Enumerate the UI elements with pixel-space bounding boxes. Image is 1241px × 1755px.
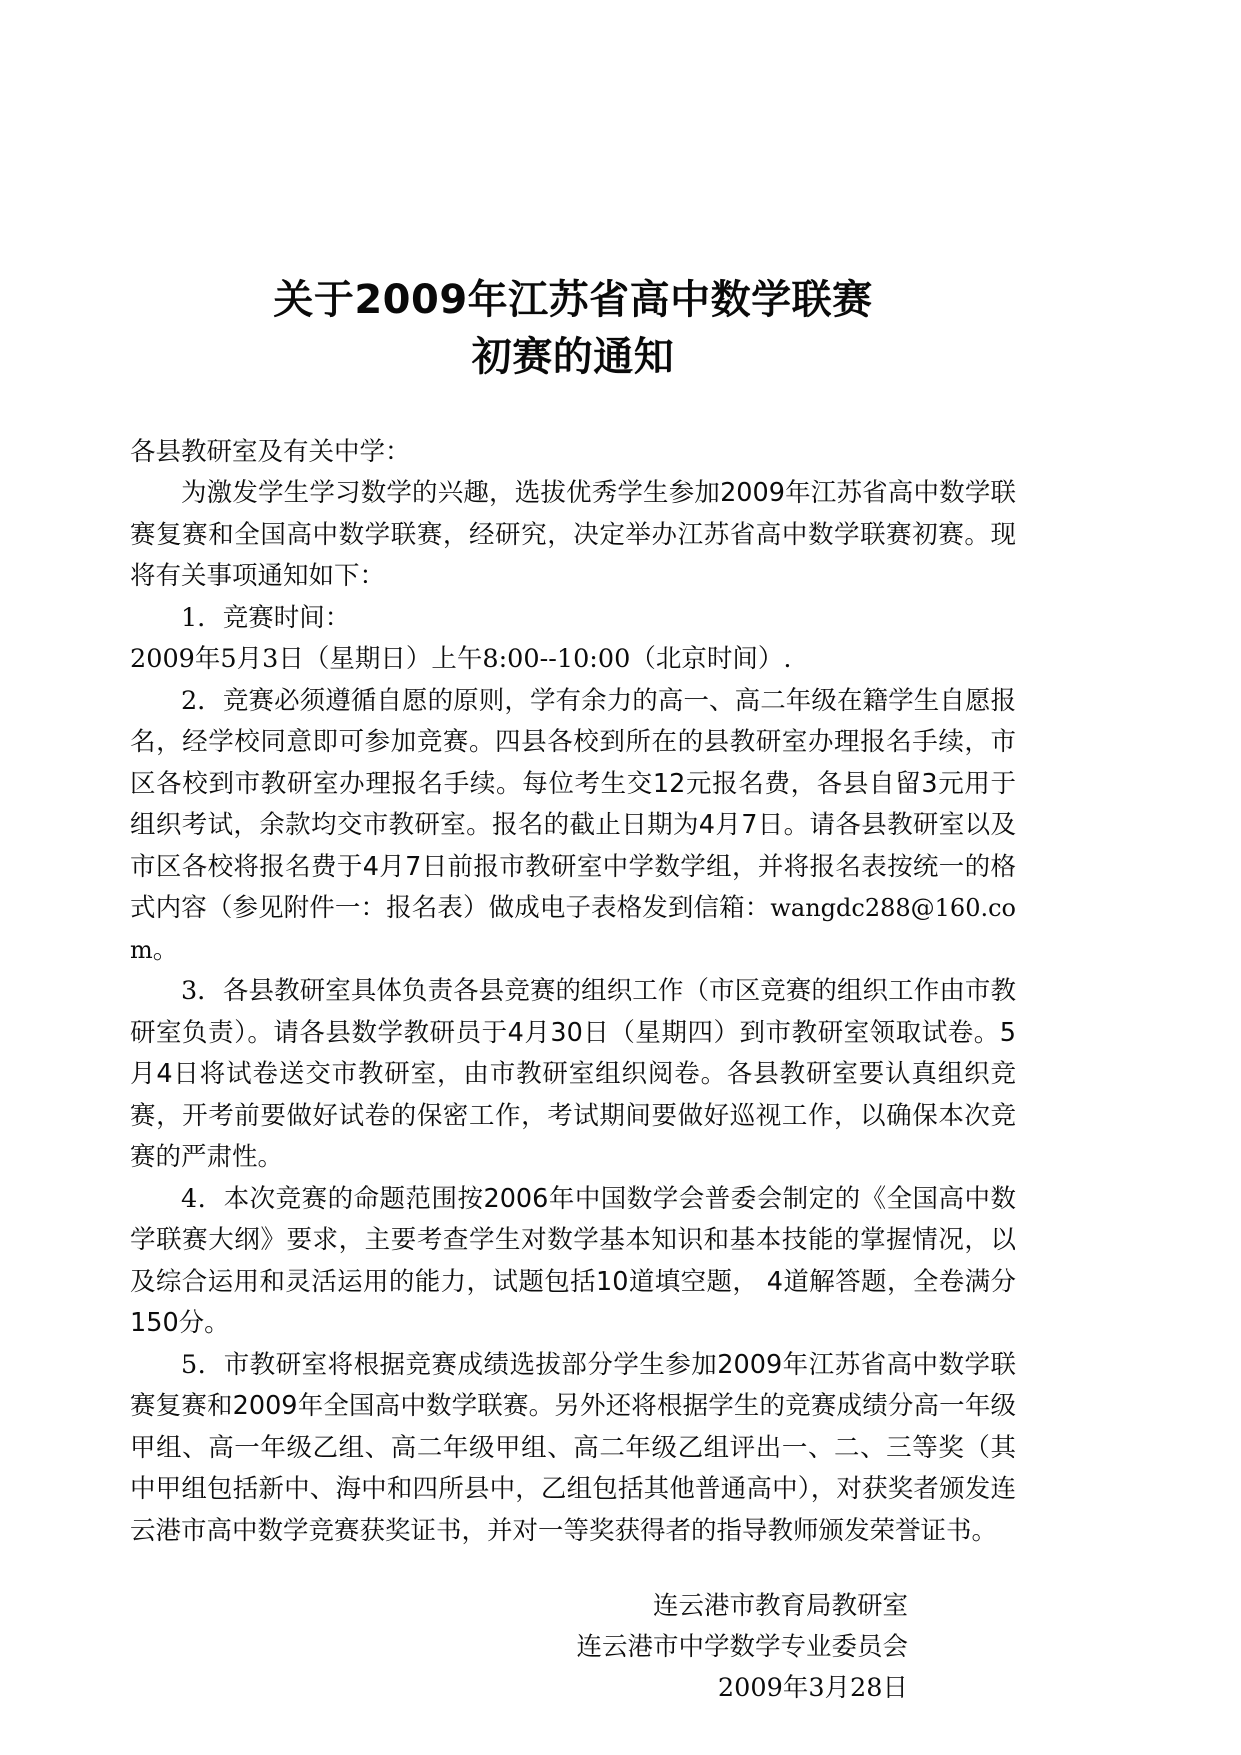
signature-block (130, 1586, 1016, 1709)
item-4-text: 本次竞赛的命题范围按2006年中国数学会普委会制定的《全国高中数学联赛大纲》要求，主要考查学生对数学基本知识和基本技能的掌握情况，以及综合运用和灵活运用的能力，试题包括10道填空题， 4道解答题，全卷满分150分。 (130, 1183, 1016, 1339)
item-1-heading-text: 竞赛时间： (222, 602, 351, 633)
item-3-paragraph (130, 971, 1016, 1179)
item-2-text-tail: 。 (152, 934, 179, 965)
signature-organization-1: 连云港市教育局教研室 (652, 1591, 908, 1622)
item-2-number: 2． (181, 685, 223, 716)
salutation: 各县教研室及有关中学： (130, 436, 411, 467)
item-4-paragraph (130, 1179, 1016, 1345)
item-1-detail: 2009年5月3日（星期日）上午8:00--10:00（北京时间）. (130, 644, 792, 675)
title-line-2: 初赛的通知 (471, 333, 675, 380)
item-2-paragraph (130, 681, 1016, 972)
item-4-number: 4． (181, 1183, 224, 1214)
signature-organization-2: 连云港市中学数学专业委员会 (576, 1632, 908, 1663)
item-5-number: 5． (181, 1349, 224, 1380)
document-content (130, 272, 1016, 1709)
item-3-text: 各县教研室具体负责各县竞赛的组织工作（市区竞赛的组织工作由市教研室负责）。请各县数学教研员于4月30日（星期四）到市教研室领取试卷。5月4日将试卷送交市教研室，由市教研室组织阅卷。各县教研室要认真组织竞赛，开考前要做好试卷的保密工作，考试期间要做好巡视工作，以确保本次竞赛的严肃性。 (130, 976, 1016, 1173)
page-title (130, 272, 1016, 386)
document-body (130, 432, 1016, 1553)
item-2-text: 竞赛必须遵循自愿的原则，学有余力的高一、高二年级在籍学生自愿报名，经学校同意即可参加竞赛。四县各校到所在的县教研室办理报名手续，市区各校到市教研室办理报名手续。每位考生交12元报名费，各县自留3元用于组织考试，余款均交市教研室。报名的截止日期为4月7日。请各县教研室以及市区各校将报名费于4月7日前报市教研室中学数学组，并将报名表按统一的格式内容（参见附件一：报名表）做成电子表格发到信箱： (130, 685, 1016, 924)
item-3-number: 3． (181, 976, 223, 1007)
item-1-number: 1． (181, 602, 223, 633)
signature-date: 2009年3月28日 (717, 1673, 908, 1704)
item-5-paragraph (130, 1345, 1016, 1553)
item-5-text: 市教研室将根据竞赛成绩选拔部分学生参加2009年江苏省高中数学联赛复赛和2009年全国高中数学联赛。另外还将根据学生的竞赛成绩分高一年级甲组、高一年级乙组、高二年级甲组、高二年级乙组评出一、二、三等奖（其中甲组包括新中、海中和四所县中，乙组包括其他普通高中），对获奖者颁发连云港市高中数学竞赛获奖证书，并对一等奖获得者的指导教师颁发荣誉证书。 (130, 1349, 1016, 1546)
contact-email: wangdc288@160.com (130, 894, 1016, 964)
preamble-paragraph: 为激发学生学习数学的兴趣，选拔优秀学生参加2009年江苏省高中数学联赛复赛和全国高中数学联赛，经研究，决定举办江苏省高中数学联赛初赛。现将有关事项通知如下： (130, 478, 1016, 592)
title-line-1: 关于2009年江苏省高中数学联赛 (273, 277, 873, 323)
item-1-heading (130, 598, 1016, 640)
